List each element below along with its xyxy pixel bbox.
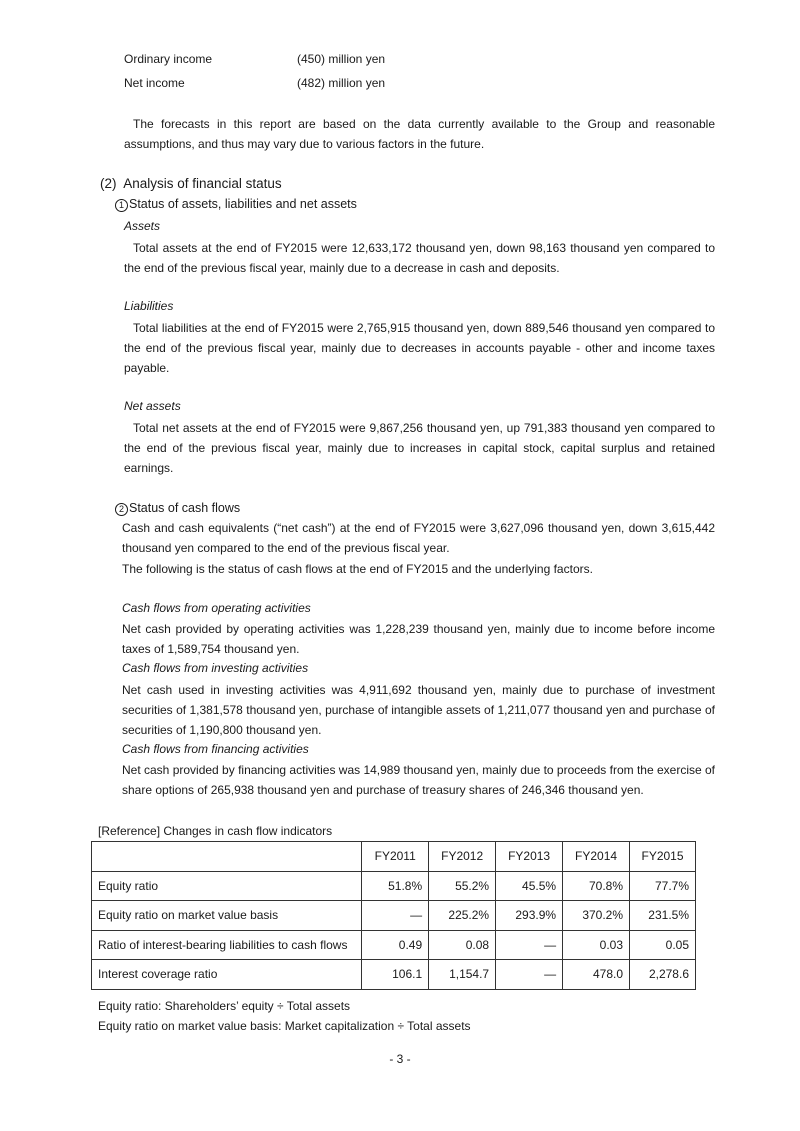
table-cell: 225.2% (429, 901, 496, 931)
subsection2-title: Status of cash flows (129, 501, 241, 515)
table-cell: 0.08 (429, 930, 496, 960)
table-cell: 106.1 (362, 960, 429, 990)
table-row (92, 960, 696, 990)
table-row (92, 930, 696, 960)
section-heading (100, 176, 282, 191)
table-header-cell: FY2013 (496, 842, 563, 872)
subsection1-heading (115, 197, 357, 212)
forecast-label-ordinary-income: Ordinary income (124, 52, 213, 66)
section-number: (2) (100, 176, 117, 191)
table-cell: 55.2% (429, 871, 496, 901)
row-label: Ratio of interest-bearing liabilities to cash flows (92, 930, 362, 960)
reference-note-equity-ratio: Equity ratio: Shareholders’ equity ÷ Total assets (98, 999, 351, 1013)
table-cell: — (496, 930, 563, 960)
table-header-row (92, 842, 696, 872)
forecast-label-net-income: Net income (124, 76, 185, 90)
net-assets-heading: Net assets (124, 399, 181, 413)
table-cell: 2,278.6 (630, 960, 696, 990)
forecast-value-net-income: (482) million yen (297, 76, 386, 90)
table-cell: 231.5% (630, 901, 696, 931)
operating-heading: Cash flows from operating activities (122, 601, 311, 615)
circled-number-2-icon: 2 (115, 503, 128, 516)
financing-heading: Cash flows from financing activities (122, 742, 309, 756)
table-row (92, 901, 696, 931)
operating-text: Net cash provided by operating activities was 1,228,239 thousand yen, mainly due to income before income taxes of 1,589,754 thousand yen. (122, 622, 715, 656)
row-label: Interest coverage ratio (92, 960, 362, 990)
table-cell: 478.0 (563, 960, 630, 990)
table-row (92, 871, 696, 901)
table-cell: 293.9% (496, 901, 563, 931)
investing-text: Net cash used in investing activities was 4,911,692 thousand yen, mainly due to purchase of investment securities of 1,381,578 thousand yen, purchase of intangible assets of 1,211,077 thousand yen and purchase of securities of 1,190,800 thousand yen. (122, 683, 715, 737)
subsection1-title: Status of assets, liabilities and net assets (129, 197, 357, 211)
financing-text: Net cash provided by financing activities was 14,989 thousand yen, mainly due to proceeds from the exercise of share options of 265,938 thousand yen and purchase of treasury shares of 246,346 thousand yen. (122, 763, 715, 797)
table-header-blank (92, 842, 362, 872)
cash-flow-intro: Cash and cash equivalents (“net cash”) at the end of FY2015 were 3,627,096 thousand yen, down 3,615,442 thousand yen compared to the end of the previous fiscal year. (122, 521, 715, 555)
table-cell: 51.8% (362, 871, 429, 901)
table-cell: 45.5% (496, 871, 563, 901)
table-cell: — (362, 901, 429, 931)
liabilities-text: Total liabilities at the end of FY2015 were 2,765,915 thousand yen, down 889,546 thousand yen compared to the end of the previous fiscal year, mainly due to decreases in accounts payable - other and income taxes payable. (124, 321, 715, 375)
liabilities-heading: Liabilities (124, 299, 174, 313)
table-cell: 370.2% (563, 901, 630, 931)
page-number: - 3 - (389, 1052, 411, 1066)
cash-flow-indicators-table (91, 841, 696, 990)
subsection2-heading (115, 501, 240, 516)
reference-title: [Reference] Changes in cash flow indicators (98, 824, 333, 838)
forecast-note: The forecasts in this report are based on the data currently available to the Group and reasonable assumptions, and thus may vary due to various factors in the future. (124, 117, 715, 151)
row-label: Equity ratio (92, 871, 362, 901)
table-cell: — (496, 960, 563, 990)
assets-text: Total assets at the end of FY2015 were 12,633,172 thousand yen, down 98,163 thousand yen compared to the end of the previous fiscal year, mainly due to a decrease in cash and deposits. (124, 241, 715, 275)
table-cell: 1,154.7 (429, 960, 496, 990)
table-header-cell: FY2014 (563, 842, 630, 872)
row-label: Equity ratio on market value basis (92, 901, 362, 931)
table-cell: 0.49 (362, 930, 429, 960)
table-cell: 0.03 (563, 930, 630, 960)
table-cell: 70.8% (563, 871, 630, 901)
table-header-cell: FY2011 (362, 842, 429, 872)
circled-number-1-icon: 1 (115, 199, 128, 212)
assets-heading: Assets (124, 219, 161, 233)
table-header-cell: FY2012 (429, 842, 496, 872)
net-assets-text: Total net assets at the end of FY2015 were 9,867,256 thousand yen, up 791,383 thousand yen compared to the end of the previous fiscal year, mainly due to increases in capital stock, capital surplus and retained earnings. (124, 421, 715, 475)
cash-flow-intro-2: The following is the status of cash flows at the end of FY2015 and the underlying factors. (122, 562, 593, 576)
forecast-value-ordinary-income: (450) million yen (297, 52, 386, 66)
table-cell: 0.05 (630, 930, 696, 960)
table-cell: 77.7% (630, 871, 696, 901)
section-title: Analysis of financial status (123, 176, 282, 191)
investing-heading: Cash flows from investing activities (122, 661, 309, 675)
reference-note-market-value: Equity ratio on market value basis: Market capitalization ÷ Total assets (98, 1019, 471, 1033)
table-header-cell: FY2015 (630, 842, 696, 872)
